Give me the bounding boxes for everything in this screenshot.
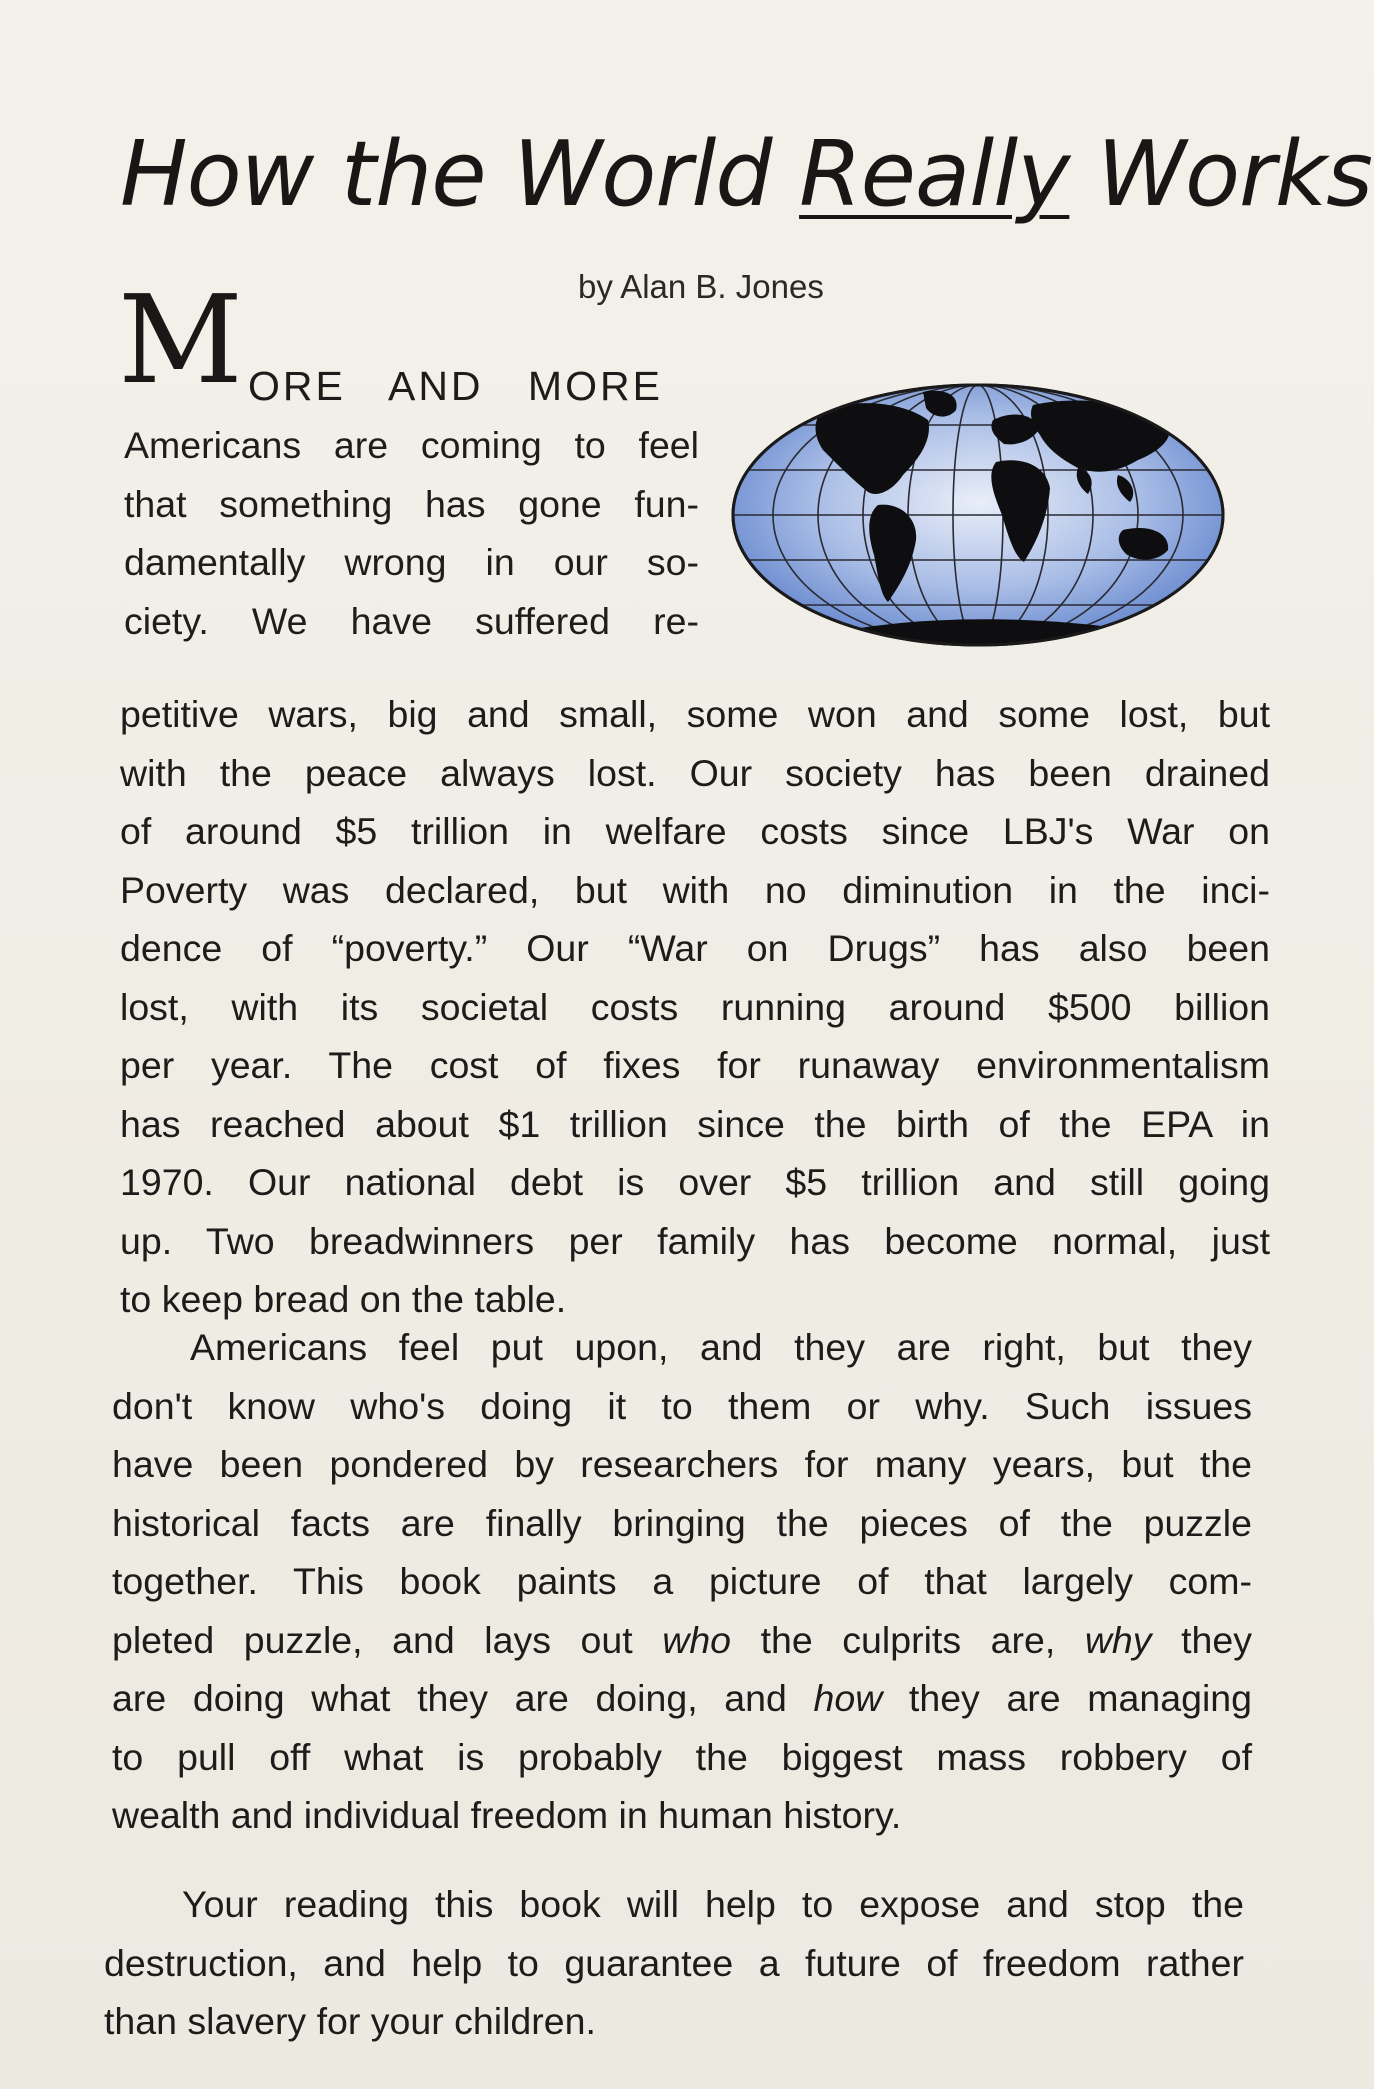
author-byline: by Alan B. Jones <box>578 268 824 305</box>
text-fragment: they <box>1151 1618 1252 1661</box>
emphasis-how: how <box>813 1677 883 1719</box>
text-line: 1970. Our national debt is over $5 trillion and still going <box>120 1161 1270 1203</box>
emphasis-who: who <box>662 1618 732 1661</box>
text-line: ciety. We have suffered re- <box>124 599 699 642</box>
title-part-1: How the World <box>120 122 800 227</box>
text-line: lost, with its societal costs running around $500 billion <box>120 985 1270 1028</box>
text-line: don't know who's doing it to them or why. Such issues <box>112 1384 1252 1427</box>
text-line: petitive wars, big and small, some won and some lost, but <box>120 693 1270 735</box>
text-line: damentally wrong in our so- <box>124 541 699 583</box>
title-part-2: Works <box>1069 122 1373 227</box>
text-line: Americans feel put upon, and they are right, but they <box>190 1326 1252 1368</box>
text-fragment: pleted puzzle, and lays out <box>112 1618 663 1661</box>
text-line: Americans are coming to feel <box>124 424 699 466</box>
emphasis-why: why <box>1084 1618 1152 1661</box>
text-line <box>112 1611 1252 1670</box>
text-line: to keep bread on the table. <box>120 1278 567 1320</box>
text-line: than slavery for your children. <box>104 2000 596 2042</box>
text-fragment: the culprits are, <box>731 1618 1085 1661</box>
text-line: up. Two breadwinners per family has become normal, just <box>120 1219 1270 1262</box>
text-line: Your reading this book will help to expose and stop the <box>182 1883 1244 1925</box>
text-fragment: are doing what they are doing, and <box>112 1677 814 1719</box>
text-line: with the peace always lost. Our society has been drained <box>120 751 1270 794</box>
paragraph-1-intro <box>124 416 699 650</box>
text-line: of around $5 trillion in welfare costs since LBJ's War on <box>120 810 1270 852</box>
opening-small-caps: ORE AND MORE <box>248 363 663 409</box>
title-underlined-word: Really <box>799 122 1070 227</box>
text-line: has reached about $1 trillion since the birth of the EPA in <box>120 1102 1270 1145</box>
text-line: dence of “poverty.” Our “War on Drugs” has also been <box>120 927 1270 969</box>
text-fragment: they are managing <box>882 1677 1252 1719</box>
text-line: to pull off what is probably the biggest mass robbery of <box>112 1735 1252 1778</box>
paragraph-2 <box>112 1318 1252 1845</box>
text-line: destruction, and help to guarantee a future of freedom rather <box>104 1941 1244 1984</box>
drop-cap: M <box>118 269 243 411</box>
paragraph-3 <box>104 1875 1244 2051</box>
text-line: historical facts are finally bringing the pieces of the puzzle <box>112 1501 1252 1544</box>
text-line: have been pondered by researchers for many years, but the <box>112 1443 1252 1485</box>
text-line: Poverty was declared, but with no diminution in the inci- <box>120 868 1270 911</box>
book-title <box>120 120 1373 230</box>
text-line: wealth and individual freedom in human history. <box>112 1794 902 1836</box>
text-line <box>112 1669 1252 1728</box>
world-map-icon <box>728 380 1228 650</box>
text-line: per year. The cost of fixes for runaway environmentalism <box>120 1044 1270 1086</box>
text-line: that something has gone fun- <box>124 482 699 525</box>
text-line: together. This book paints a picture of that largely com- <box>112 1560 1252 1602</box>
paragraph-1-body <box>120 685 1270 1329</box>
